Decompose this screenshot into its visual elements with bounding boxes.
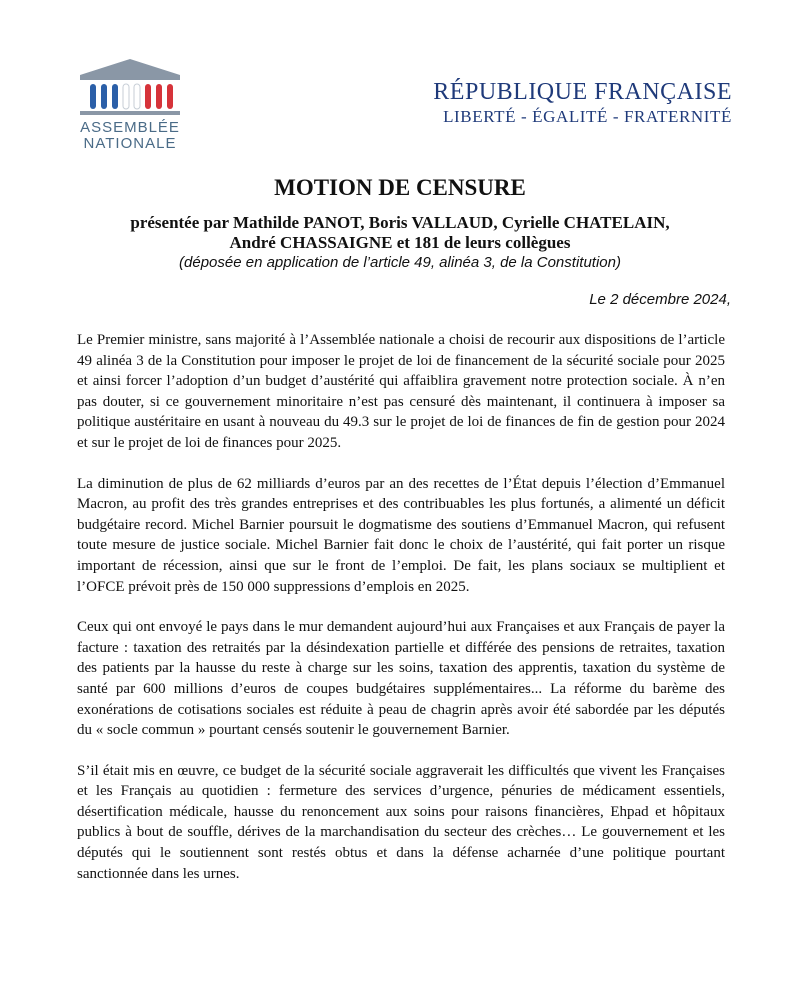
republique-header [433, 78, 732, 128]
document-title: MOTION DE CENSURE [274, 175, 526, 200]
paragraph-3: Ceux qui ont envoyé le pays dans le mur demandent aujourd’hui aux Françaises et aux Français de payer la facture : taxation des retraités par la désindexation partielle et différée des pensions de retraites, taxation des patients par la hausse du reste à charge sur les soins, taxation des apprentis, taxation du système de santé par 600 millions d’euros de coupes budgétaires supplémentaires... La réforme du barème des exonérations de cotisations sociales est réduite à peau de chagrin après avoir été sabordée par les députés du « socle commun » pourtant censés soutenir le gouvernement Barnier. [77, 619, 725, 739]
paragraph-4: S’il était mis en œuvre, ce budget de la sécurité sociale aggraverait les difficultés que vivent les Françaises et les Français au quotidien : fermeture des services d’urgence, pénuries de médicament essentiels, désertification médicale, hausse du renoncement aux soins pour raisons financières, Ehpad et hôpitaux publics à bout de souffle, dérives de la marchandisation du secteur des crèches… Le gouvernement et les députés qui le soutiennent sont restés obtus et dans la défense acharnée d’une politique pourtant sanctionnée dans les urnes. [77, 762, 725, 882]
document-date: Le 2 décembre 2024, [589, 291, 731, 308]
assemblee-nationale-logo [74, 57, 186, 157]
presented-by-line-1: présentée par Mathilde PANOT, Boris VALLAUD, Cyrielle CHATELAIN, [130, 213, 670, 232]
hemicycle-icon [76, 57, 184, 117]
document-body [77, 330, 725, 904]
logo-line-2: NATIONALE [83, 135, 177, 152]
presented-by-line-2: André CHASSAIGNE et 181 de leurs collègues [229, 233, 571, 252]
republique-title: RÉPUBLIQUE FRANÇAISE [433, 79, 732, 105]
paragraph-1: Le Premier ministre, sans majorité à l’Assemblée nationale a choisi de recourir aux dispositions de l’article 49 alinéa 3 de la Constitution pour imposer le projet de loi de financement de la sécurité sociale pour 2025 et ainsi forcer l’adoption d’un budget d’austérité qui affaiblira gravement notre protection sociale. À n’en pas douter, si ce gouvernement minoritaire n’est pas censuré dès maintenant, il continuera à imposer sa politique austéritaire en usant à nouveau du 49.3 sur le projet de loi de finances de fin de gestion pour 2024 et sur le projet de loi de finances pour 2025. [77, 332, 725, 451]
logo-line-1: ASSEMBLÉE [80, 119, 180, 136]
logo-text [74, 120, 186, 152]
paragraph-2: La diminution de plus de 62 milliards d’euros par an des recettes de l’État depuis l’élection d’Emmanuel Macron, au profit des très grandes entreprises et des contribuables les plus fortunés, a alimenté un déficit budgétaire record. Michel Barnier poursuit le dogmatisme des soutiens d’Emmanuel Macron, qui refusent toute mesure de justice sociale. Michel Barnier fait donc le choix de l’austérité, qui fait porter un risque important de récession, ainsi que sur le front de l’emploi. De fait, les plans sociaux se multiplient et l’OFCE prévoit près de 150 000 suppressions d’emplois en 2025. [77, 475, 725, 595]
deposited-note: (déposée en application de l’article 49, alinéa 3, de la Constitution) [179, 254, 621, 271]
republique-motto: LIBERTÉ - ÉGALITÉ - FRATERNITÉ [443, 107, 732, 126]
presented-by [0, 213, 800, 253]
